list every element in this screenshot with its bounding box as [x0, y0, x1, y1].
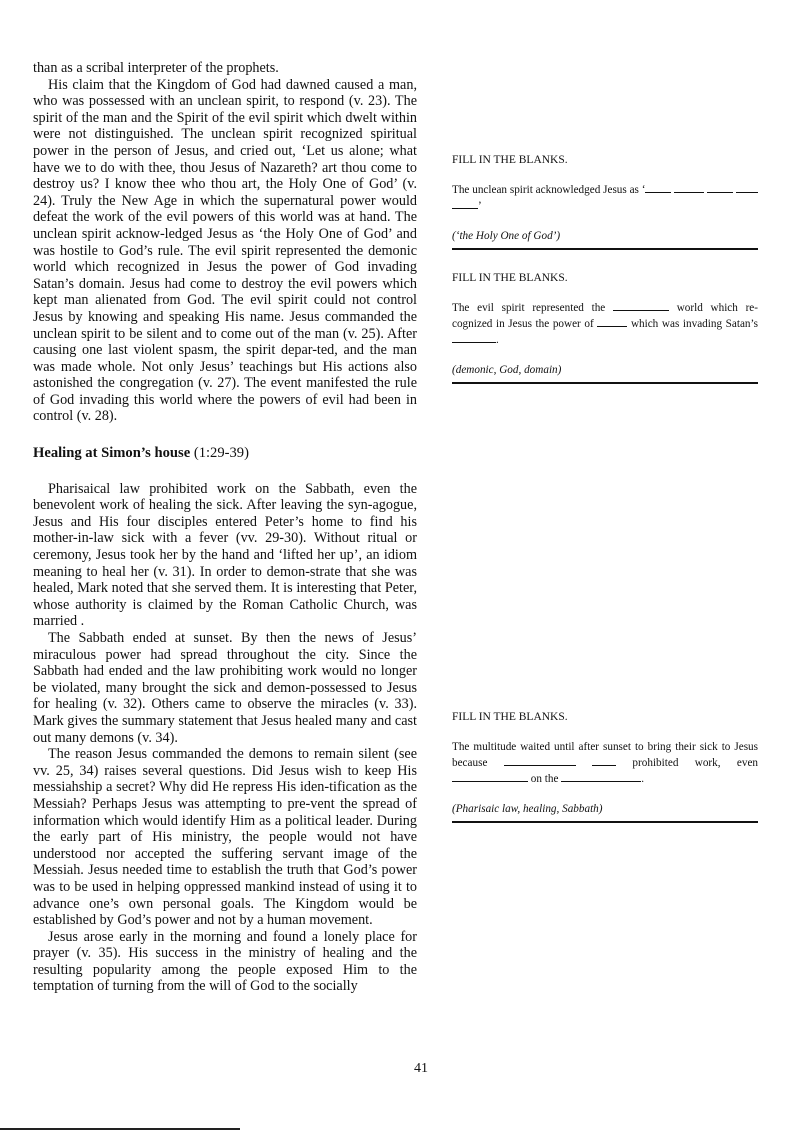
section-heading — [33, 445, 417, 462]
question-text: . — [496, 334, 499, 346]
question-text: on the — [528, 773, 562, 785]
blank — [674, 182, 704, 193]
exercise-answer: (Pharisaic law, healing, Sabbath) — [452, 803, 603, 815]
blank — [452, 198, 478, 209]
divider — [452, 821, 758, 823]
exercise-box-3 — [452, 709, 758, 823]
exercise-question — [452, 739, 758, 787]
paragraph: The reason Jesus commanded the demons to remain silent (see vv. 25, 34) raises several questions. Did Jesus wish to keep His messiahship a secret? Why did He repress His iden-tification as the Messiah? Perhaps Jesus was attempting to pre-vent the spread of information which would identify Him as a political leader. During the early part of His ministry, the people would not have understood nor accepted the suffering servant image of the Messiah. Jesus needed time to establish the truth that God’s power was to be used in helping oppressed mankind instead of using it to advance one’s own personal goals. The Kingdom would be established by God’s power and not by a human movement. — [33, 746, 417, 929]
question-text: world which re-cognized in Jesus the power of — [452, 302, 758, 330]
blank — [613, 300, 669, 311]
paragraph: than as a scribal interpreter of the prophets. — [33, 60, 279, 76]
exercise-box-2 — [452, 270, 758, 384]
paragraph: The Sabbath ended at sunset. By then the news of Jesus’ miraculous power had spread throughout the city. Since the Sabbath had ended and the law prohibiting work would no longer be violated, many brought the sick and demon-possessed to Jesus for healing (v. 32). Others came to observe the miracles (v. 33). Mark gives the summary statement that Jesus healed many and cast out many demons (v. 34). — [33, 630, 417, 746]
question-text: The multitude waited until after sunset to bring their sick to Jesus because — [452, 741, 758, 769]
paragraph: Pharisaical law prohibited work on the Sabbath, even the benevolent work of healing the sick. After leaving the syn-agogue, Jesus and His four disciples entered Peter’s home to find his mother-in-law sick with a fever (vv. 29-30). Without ritual or ceremony, Jesus took her by the hand and ‘lifted her up’, an idiom meaning to heal her (v. 31). In order to demon-strate that she was healed, Mark noted that she served them. It is interesting that Peter, whose authority is claimed by the Roman Catholic Church, was married . — [33, 480, 417, 630]
question-text: prohibited work, even — [616, 757, 758, 769]
blank — [452, 771, 528, 782]
blank — [707, 182, 733, 193]
blank — [645, 182, 671, 193]
question-text: . — [641, 773, 645, 785]
footer-rule — [0, 1128, 240, 1130]
blank — [452, 332, 496, 343]
blank — [561, 771, 641, 782]
blank — [504, 755, 576, 766]
exercise-title: FILL IN THE BLANKS. — [452, 272, 568, 284]
question-text: which was invading Satan’s — [627, 318, 758, 330]
section-heading-reference: (1:29-39) — [190, 445, 249, 462]
question-text: ’ — [478, 200, 482, 212]
page-number: 41 — [414, 1061, 428, 1076]
paragraph: His claim that the Kingdom of God had dawned caused a man, who was possessed with an unclean spirit, to respond (v. 23). The spirit of the man and the Spirit of the evil spirit which dwelt within were not distinguished. The unclean spirit recognized spiritual power in the person of Jesus, and cried out, ‘Let us alone; what have we to do with thee, thou Jesus of Nazareth? art thou come to destroy us? I know thee who thou art, the Holy One of God’ (v. 24). Truly the New Age in which the supernatural power would defeat the work of the evil powers of this world was at hand. The unclean spirit acknow-ledged Jesus as ‘the Holy One of God’ and was hostile to God’s rule. The evil spirit represented the demonic world which recognized in Jesus the power of God invading Satan’s domain. Jesus had come to destroy the evil powers which kept man alienated from God. The evil spirit could not control Jesus by knowing and speaking His name. Jesus commanded the unclean spirit to be silent and to come out of the man (v. 25). After causing one last violent spasm, the spirit depar-ted, and the man was made whole. Not only Jesus’ teachings but His actions also astonished the congregation (v. 27). The event manifested the rule of God invading this world where the powers of evil had been in control (v. 28). — [33, 76, 417, 425]
section-heading-title: Healing at Simon’s house — [33, 445, 191, 462]
exercise-answer: (‘the Holy One of God’) — [452, 230, 561, 242]
question-text: The unclean spirit acknowledged Jesus as ‘ — [452, 184, 646, 196]
exercise-answer: (demonic, God, domain) — [452, 364, 562, 376]
question-text: The evil spirit represented the — [452, 302, 613, 314]
exercise-box-1 — [452, 152, 758, 250]
main-text-column — [33, 60, 417, 995]
blank — [736, 182, 758, 193]
blank — [597, 316, 627, 327]
divider — [452, 382, 758, 384]
paragraph: Jesus arose early in the morning and found a lonely place for prayer (v. 35). His success in the ministry of healing and the resulting popularity among the people exposed Him to the temptation of turning from the will of God to the socially — [33, 928, 417, 995]
exercise-title: FILL IN THE BLANKS. — [452, 711, 568, 723]
blank — [592, 755, 616, 766]
exercise-question — [452, 182, 758, 214]
exercise-question — [452, 300, 758, 348]
exercise-title: FILL IN THE BLANKS. — [452, 154, 568, 166]
divider — [452, 248, 758, 250]
